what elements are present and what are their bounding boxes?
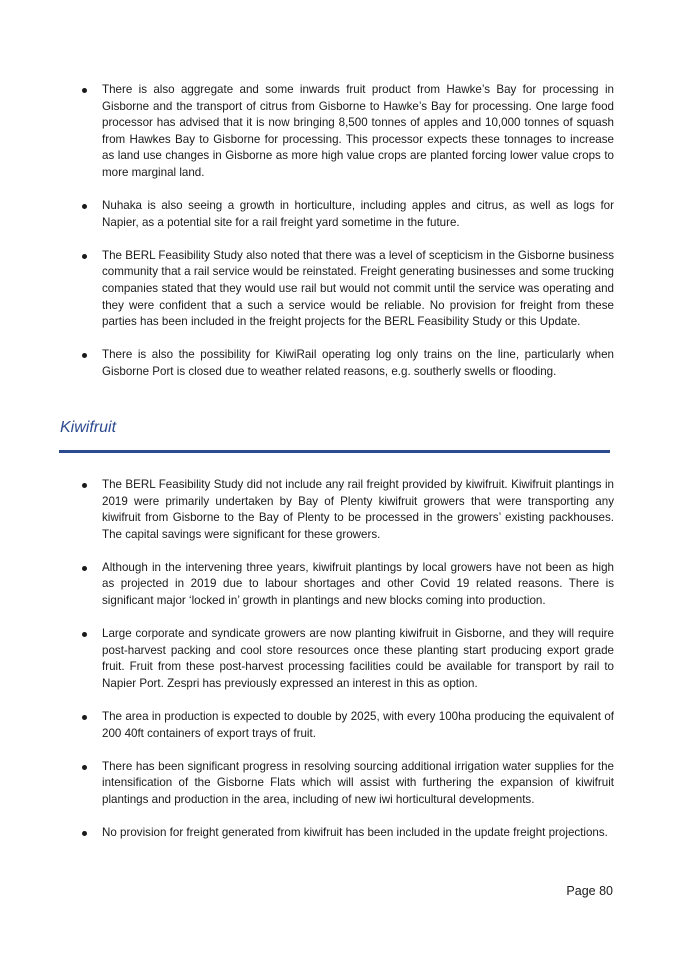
bullet-text: The BERL Feasibility Study also noted that there was a level of scepticism in the Gisborne business community that a rail service would be reinstated. Freight generating businesses and some trucking companies stated that they would use rail but would not commit until the service was operating and they were confident that a such a service would be reliable. No provision for freight from these parties has been included in the freight projects for the BERL Feasibility Study or this Update.	[102, 248, 614, 329]
list-item	[80, 626, 614, 692]
bullet-icon	[82, 483, 87, 488]
bullet-text: Although in the intervening three years, kiwifruit plantings by local growers have not been as high as projected in 2019 due to labour shortages and other Covid 19 related reasons. There is significant major ‘locked in’ growth in plantings and new blocks coming into production.	[102, 560, 614, 608]
bullet-icon	[82, 353, 87, 358]
list-item	[80, 825, 614, 842]
bullet-list-kiwifruit	[80, 477, 614, 858]
bullet-text: Large corporate and syndicate growers are now planting kiwifruit in Gisborne, and they will require post-harvest packing and cool store resources once these planting start producing export grade fruit. Fruit from these post-harvest processing facilities could be available for transport by rail to Napier Port. Zespri has previously expressed an interest in this as option.	[102, 627, 614, 690]
bullet-icon	[82, 254, 87, 259]
list-item	[80, 198, 614, 231]
bullet-text: Nuhaka is also seeing a growth in horticulture, including apples and citrus, as well as logs for Napier, as a potential site for a rail freight yard sometime in the future.	[102, 199, 614, 229]
list-item	[80, 248, 614, 331]
bullet-icon	[82, 204, 87, 209]
bullet-text: The BERL Feasibility Study did not include any rail freight provided by kiwifruit. Kiwifruit plantings in 2019 were primarily undertaken by Bay of Plenty kiwifruit growers that were transporting any kiwifruit from Gisborne to the Bay of Plenty to be processed in the growers’ existing packhouses. The capital savings were significant for these growers.	[102, 478, 614, 541]
bullet-text: There is also aggregate and some inwards fruit product from Hawke’s Bay for processing in Gisborne and the transport of citrus from Gisborne to Hawke’s Bay for processing. One large food processor has advised that it is now bringing 8,500 tonnes of apples and 10,000 tonnes of squash from Hawkes Bay to Gisborne for processing. This processor expects these tonnages to increase as land use changes in Gisborne as more high value crops are planted forcing lower value crops to more marginal land.	[102, 83, 614, 179]
bullet-text: There has been significant progress in resolving sourcing additional irrigation water supplies for the intensification of the Gisborne Flats which will assist with furthering the expansion of kiwifruit plantings and production in the area, including of new iwi horticultural developments.	[102, 759, 614, 806]
list-item	[80, 347, 614, 380]
list-item	[80, 477, 614, 543]
list-item	[80, 82, 614, 182]
bullet-icon	[82, 831, 87, 836]
bullet-text: No provision for freight generated from kiwifruit has been included in the update freight projections.	[102, 826, 608, 839]
bullet-icon	[82, 88, 87, 93]
section-divider	[59, 450, 610, 453]
list-item	[80, 759, 614, 809]
page-number: Page 80	[566, 884, 613, 898]
section-heading-kiwifruit: Kiwifruit	[60, 419, 117, 436]
bullet-icon	[82, 632, 87, 637]
bullet-icon	[82, 765, 87, 770]
bullet-icon	[82, 715, 87, 720]
bullet-list-freight	[80, 82, 614, 397]
list-item	[80, 709, 614, 742]
list-item	[80, 560, 614, 610]
bullet-text: The area in production is expected to double by 2025, with every 100ha producing the equivalent of 200 40ft containers of export trays of fruit.	[102, 710, 614, 740]
bullet-icon	[82, 566, 87, 571]
bullet-text: There is also the possibility for KiwiRail operating log only trains on the line, particularly when Gisborne Port is closed due to weather related reasons, e.g. southerly swells or flooding.	[102, 348, 614, 378]
